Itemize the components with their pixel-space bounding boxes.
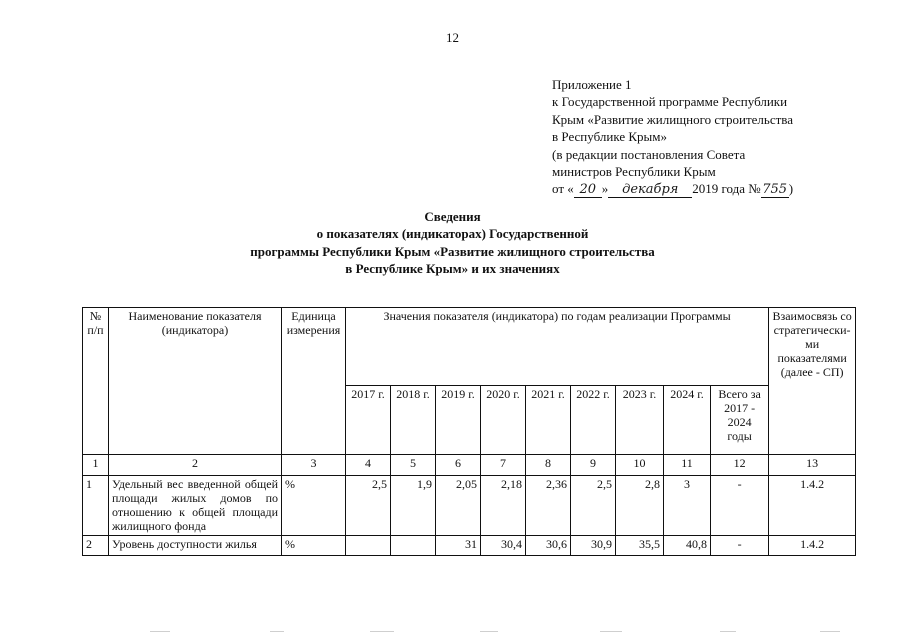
row-num: 2: [83, 536, 109, 556]
row-value: 1,9: [391, 476, 436, 536]
column-number: 3: [282, 455, 346, 476]
title-line: в Республике Крым» и их значениях: [345, 261, 560, 277]
date-prefix: от «: [552, 181, 574, 197]
title-line: программы Республики Крым «Развитие жилищного строительства: [250, 243, 655, 259]
header-num: № п/п: [83, 308, 109, 455]
column-number: 2: [109, 455, 282, 476]
column-number: 12: [711, 455, 769, 476]
row-name: Уровень доступности жилья: [109, 536, 282, 556]
row-value: 30,6: [526, 536, 571, 556]
column-number: 7: [481, 455, 526, 476]
column-number: 10: [616, 455, 664, 476]
column-number: 13: [769, 455, 856, 476]
column-number: 8: [526, 455, 571, 476]
header-year-total: Всего за 2017 - 2024 годы: [711, 386, 769, 455]
row-value: [346, 536, 391, 556]
header-year: 2022 г.: [571, 386, 616, 455]
date-year: 2019 года №: [692, 181, 761, 197]
row-value: 40,8: [664, 536, 711, 556]
document-title: [0, 208, 905, 278]
header-year: 2024 г.: [664, 386, 711, 455]
header-values: Значения показателя (индикатора) по годам реализации Программы: [346, 308, 769, 386]
row-num: 1: [83, 476, 109, 536]
appendix-line: Приложение 1: [552, 77, 632, 92]
row-value: 2,36: [526, 476, 571, 536]
row-value: 2,8: [616, 476, 664, 536]
row-value-total: -: [711, 536, 769, 556]
scan-noise-strip: [0, 628, 905, 636]
row-link: 1.4.2: [769, 476, 856, 536]
column-number: 1: [83, 455, 109, 476]
row-unit: %: [282, 476, 346, 536]
header-year: 2017 г.: [346, 386, 391, 455]
row-value: [391, 536, 436, 556]
appendix-line: министров Республики Крым: [552, 164, 716, 180]
header-year: 2020 г.: [481, 386, 526, 455]
row-value: 31: [436, 536, 481, 556]
row-value: 35,5: [616, 536, 664, 556]
appendix-block: [552, 76, 793, 198]
row-value: 3: [664, 476, 711, 536]
row-value: 2,5: [346, 476, 391, 536]
column-number: 9: [571, 455, 616, 476]
row-value: 2,05: [436, 476, 481, 536]
column-number: 6: [436, 455, 481, 476]
row-value: 30,4: [481, 536, 526, 556]
handwritten-number: 755: [762, 182, 788, 198]
column-number-row: [83, 455, 856, 476]
row-value: 2,5: [571, 476, 616, 536]
table-row: [83, 536, 856, 556]
row-link: 1.4.2: [769, 536, 856, 556]
header-unit: Единица измерения: [282, 308, 346, 455]
title-line: о показателях (индикаторах) Государственной: [316, 226, 589, 242]
row-name: Удельный вес введенной общей площади жилых домов по отношению к общей площади жилищного фонда: [109, 476, 282, 536]
row-value: 30,9: [571, 536, 616, 556]
handwritten-month: декабря: [608, 183, 692, 198]
header-link: Взаимосвязь со стратегически-ми показателями (далее - СП): [769, 308, 856, 455]
appendix-line: (в редакции постановления Совета: [552, 146, 746, 162]
appendix-line: к Государственной программе Республики: [552, 94, 788, 110]
date-suffix: ): [788, 181, 794, 197]
table-row: [83, 476, 856, 536]
indicators-table: [82, 307, 856, 556]
appendix-line: в Республике Крым»: [552, 129, 667, 145]
appendix-line: Крым «Развитие жилищного строительства: [552, 111, 794, 127]
resolution-date-line: [552, 180, 793, 198]
column-number: 4: [346, 455, 391, 476]
header-name: Наименование показателя (индикатора): [109, 308, 282, 455]
row-value: 2,18: [481, 476, 526, 536]
column-number: 5: [391, 455, 436, 476]
date-mid: »: [601, 181, 609, 197]
header-year: 2023 г.: [616, 386, 664, 455]
column-number: 11: [664, 455, 711, 476]
row-value-total: -: [711, 476, 769, 536]
handwritten-day: 20: [574, 183, 602, 198]
header-year: 2019 г.: [436, 386, 481, 455]
header-year: 2018 г.: [391, 386, 436, 455]
page-number: 12: [446, 30, 459, 45]
header-year: 2021 г.: [526, 386, 571, 455]
row-unit: %: [282, 536, 346, 556]
title-line: Сведения: [424, 209, 481, 224]
